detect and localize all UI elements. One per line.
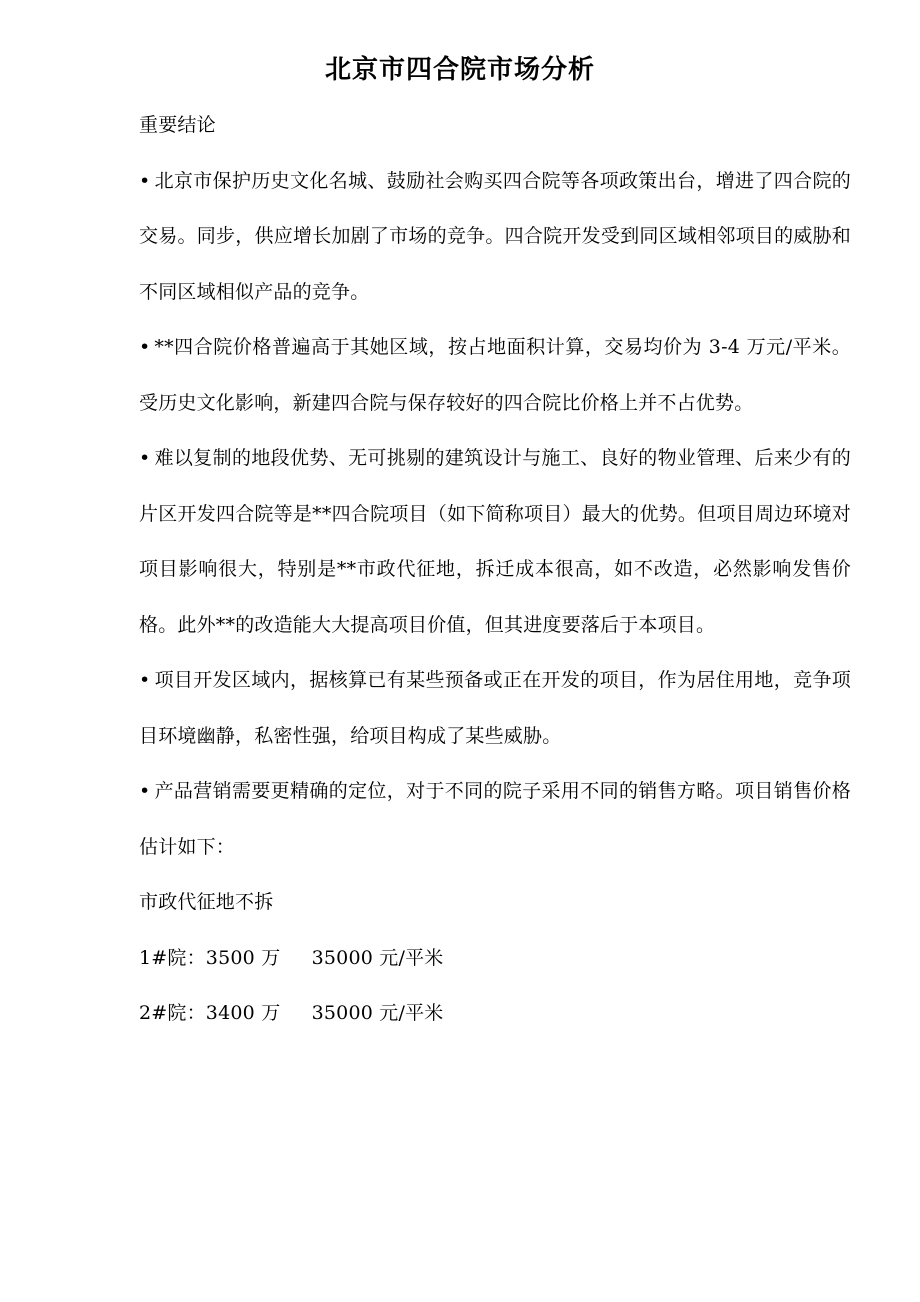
subheading: 市政代征地不拆: [139, 891, 274, 913]
bullet-icon: •: [139, 780, 151, 802]
conclusion-paragraph-2: [139, 320, 851, 431]
bullet-icon: •: [139, 336, 151, 358]
conclusion-paragraph-5: [139, 764, 851, 875]
price-row-1: 1#院：3500 万 35000 元/平米: [139, 946, 444, 969]
bullet-icon: •: [139, 169, 151, 192]
paragraph-text: 难以复制的地段优势、无可挑剔的建筑设计与施工、良好的物业管理、后来少有的片区开发四合院等是**四合院项目（如下简称项目）最大的优势。但项目周边环境对项目影响很大，特别是**市政代征地，拆迁成本很高，如不改造，必然影响发售价格。此外**的改造能大大提高项目价值，但其进度要落后于本项目。: [139, 447, 851, 636]
bullet-icon: •: [139, 447, 151, 469]
paragraph-text: 北京市保护历史文化名城、鼓励社会购买四合院等各项政策出台，增进了四合院的交易。同步，供应增长加剧了市场的竞争。四合院开发受到同区域相邻项目的威胁和不同区域相似产品的竞争。: [139, 169, 851, 303]
paragraph-text: 项目开发区域内，据核算已有某些预备或正在开发的项目，作为居住用地，竞争项目环境幽静，私密性强，给项目构成了某些威胁。: [139, 669, 851, 747]
section-heading: 重要结论: [139, 114, 216, 136]
paragraph-text: **四合院价格普遍高于其她区域，按占地面积计算，交易均价为 3-4 万元/平米。受历史文化影响，新建四合院与保存较好的四合院比价格上并不占优势。: [139, 336, 851, 414]
document-body: [139, 98, 851, 1042]
conclusion-paragraph-1: [139, 154, 851, 321]
price-row-2: 2#院：3400 万 35000 元/平米: [139, 1002, 444, 1024]
document-title: 北京市四合院市场分析: [324, 55, 595, 85]
conclusion-paragraph-4: [139, 653, 851, 764]
paragraph-text: 产品营销需要更精确的定位，对于不同的院子采用不同的销售方略。项目销售价格估计如下：: [139, 780, 851, 858]
bullet-icon: •: [139, 669, 151, 691]
conclusion-paragraph-3: [139, 431, 851, 653]
